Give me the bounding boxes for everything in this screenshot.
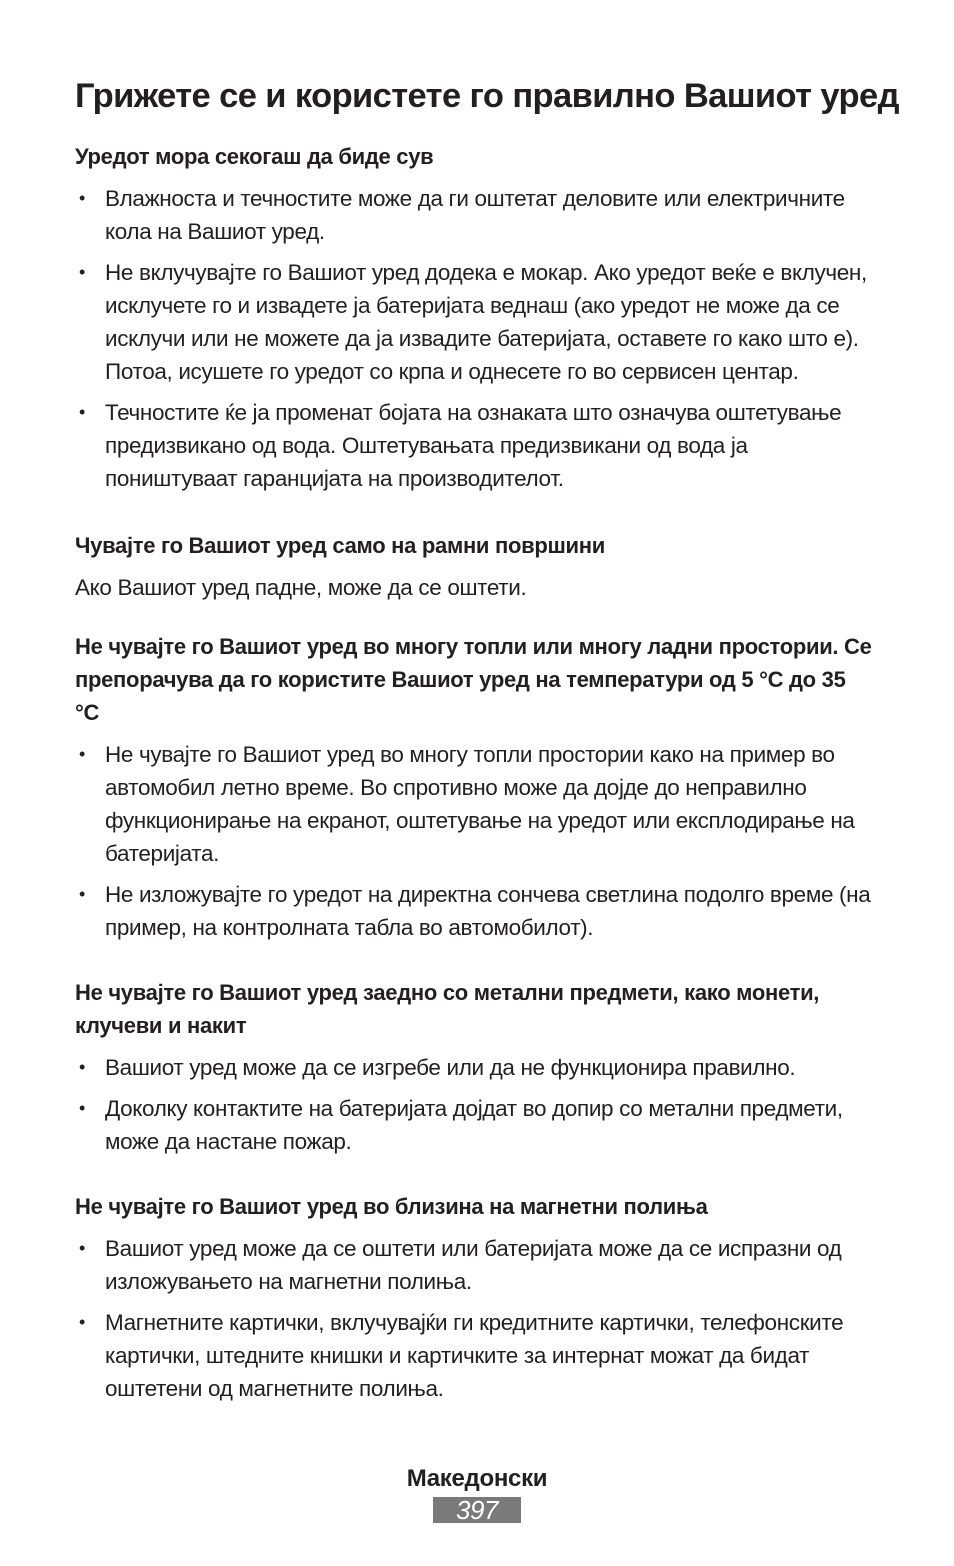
list-item	[75, 256, 875, 388]
list-item	[75, 1306, 875, 1405]
bullet-icon: •	[79, 1057, 85, 1077]
bullet-icon: •	[79, 188, 85, 208]
section-heading: Не чувајте го Вашиот уред во многу топли или многу ладни простории. Се препорачува да го користите Вашиот уред на температури од 5 °C до 35 °C	[75, 634, 872, 725]
footer-language-label: Македонски	[406, 1465, 548, 1492]
list-item-text: Не вклучувајте го Вашиот уред додека е мокар. Ако уредот веќе е вклучен, исклучете го и извадете ја батеријата веднаш (ако уредот не може да се исклучи или не можете да ја извадите батеријата, оставете го како што е). Потоа, исушете го уредот со крпа и однесете го во сервисен центар.	[105, 260, 867, 384]
section-keep-dry	[75, 140, 875, 495]
list-item	[75, 738, 875, 870]
section-heading: Чувајте го Вашиот уред само на рамни површини	[75, 533, 605, 558]
list-item-text: Доколку контактите на батеријата дојдат во допир со метални предмети, може да настане пожар.	[105, 1096, 843, 1154]
bullet-icon: •	[79, 1312, 85, 1332]
bullet-list	[75, 738, 875, 944]
page-title: Грижете се и користете го правилно Вашиот уред	[75, 77, 899, 115]
bullet-icon: •	[79, 1238, 85, 1258]
section-paragraph: Ако Вашиот уред падне, може да се оштети.	[75, 575, 527, 600]
bullet-icon: •	[79, 402, 85, 422]
list-item-text: Влажноста и течностите може да ги оштетат деловите или електричните кола на Вашиот уред.	[105, 186, 845, 244]
bullet-icon: •	[79, 884, 85, 904]
bullet-list	[75, 1232, 875, 1405]
bullet-icon: •	[79, 1098, 85, 1118]
list-item	[75, 1051, 875, 1084]
bullet-list	[75, 182, 875, 495]
list-item-text: Не изложувајте го уредот на директна сончева светлина подолго време (на пример, на контролната табла во автомобилот).	[105, 882, 871, 940]
section-heading: Не чувајте го Вашиот уред заедно со метални предмети, како монети, клучеви и накит	[75, 980, 820, 1038]
bullet-icon: •	[79, 744, 85, 764]
section-temperature	[75, 630, 875, 944]
list-item-text: Течностите ќе ја променат бојата на ознаката што означува оштетување предизвикано од вода. Оштетувањата предизвикани од вода ја поништуваат гаранцијата на производителот.	[105, 400, 842, 491]
bullet-list	[75, 1051, 875, 1158]
list-item-text: Вашиот уред може да се изгребе или да не функционира правилно.	[105, 1055, 796, 1080]
list-item	[75, 396, 875, 495]
list-item-text: Вашиот уред може да се оштети или батеријата може да се испразни од изложувањето на магнетни полиња.	[105, 1236, 842, 1294]
section-magnetic-fields	[75, 1190, 875, 1405]
page-number-badge: 397	[433, 1497, 521, 1523]
list-item	[75, 1232, 875, 1298]
document-page	[75, 74, 899, 1413]
bullet-icon: •	[79, 262, 85, 282]
section-metal-objects	[75, 976, 875, 1158]
page-footer	[0, 1463, 954, 1524]
list-item	[75, 878, 875, 944]
section-heading: Не чувајте го Вашиот уред во близина на магнетни полиња	[75, 1194, 708, 1219]
list-item-text: Не чувајте го Вашиот уред во многу топли простории како на пример во автомобил летно време. Во спротивно може да дојде до неправилно функционирање на екранот, оштетување на уредот или експлодирање на батеријата.	[105, 742, 855, 866]
section-flat-surfaces	[75, 529, 875, 604]
list-item	[75, 182, 875, 248]
section-heading: Уредот мора секогаш да биде сув	[75, 144, 434, 169]
list-item-text: Магнетните картички, вклучувајќи ги кредитните картички, телефонските картички, штедните книшки и картичките за интернат можат да бидат оштетени од магнетните полиња.	[105, 1310, 844, 1401]
list-item	[75, 1092, 875, 1158]
